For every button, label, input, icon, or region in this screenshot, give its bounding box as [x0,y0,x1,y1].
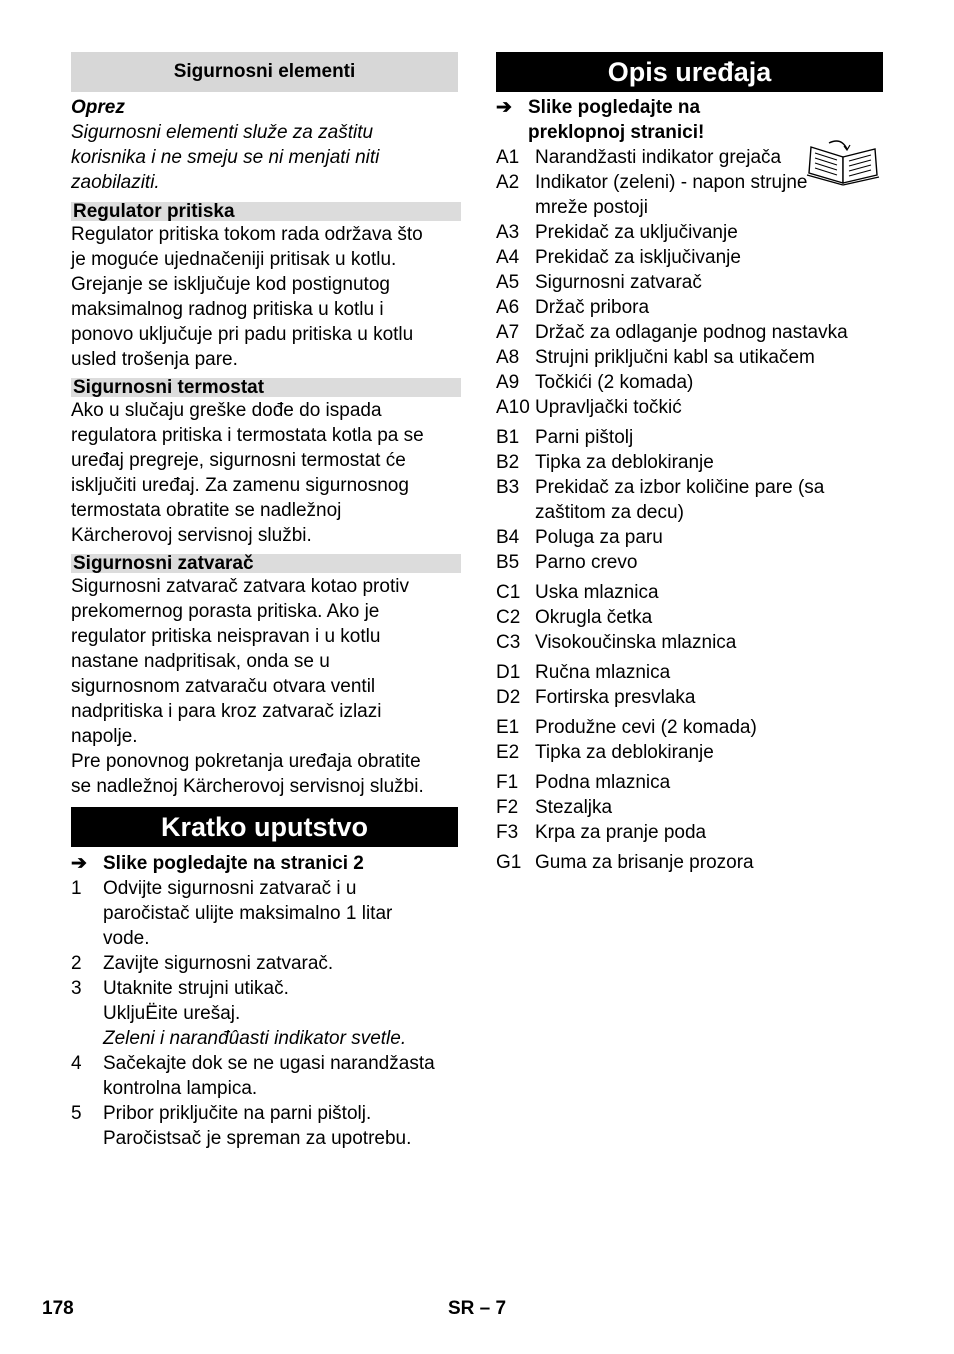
step-line: Sačekajte dok se ne ugasi narandžasta [103,1053,435,1074]
safety-elements-heading: Sigurnosni elementi [71,52,458,92]
text-line: korisnika i ne smeju se ni menjati niti [71,147,380,168]
part-label-line: Okrugla četka [535,607,653,628]
safety-cap-text [71,574,458,799]
part-label-line: Uska mlaznica [535,582,659,603]
text-line: preklopnoj stranici! [528,122,705,143]
part-label [535,820,883,845]
text-line: Kärcherovoj servisnoj službi. [71,525,312,546]
text-line: Pre ponovnog pokretanja uređaja obratite [71,751,421,772]
part-item [496,820,883,845]
part-label-line: zaštitom za decu) [535,502,684,523]
part-item [496,550,883,575]
part-label [535,425,883,450]
part-label-line: Prekidač za uključivanje [535,222,738,243]
part-label-line: Držač za odlaganje podnog nastavka [535,322,848,343]
text-line: Slike pogledajte na [528,97,701,118]
text-line: usled trošenja pare. [71,349,238,370]
safety-thermostat-heading: Sigurnosni termostat [71,378,461,397]
caution-label: Oprez [71,97,125,118]
quick-guide-steps [71,876,458,1151]
part-label-line: Produžne cevi (2 komada) [535,717,757,738]
part-label [535,685,883,710]
step-text [103,951,458,976]
part-label-line: Strujni priključni kabl sa utikačem [535,347,815,368]
part-code: C1 [496,582,521,603]
part-code: E2 [496,742,520,763]
part-label [535,580,883,605]
part-label [535,740,883,765]
quick-guide-reference [71,851,458,876]
section-label: SR – 7 [448,1298,507,1319]
part-code: A3 [496,222,520,243]
step-item [71,876,458,951]
text-line: je moguće ujednačeniji pritisak u kotlu. [71,249,397,270]
step-line: vode. [103,928,150,949]
part-item [496,525,883,550]
step-line: kontrolna lampica. [103,1078,258,1099]
part-label-line: Tipka za deblokiranje [535,452,714,473]
part-code: A5 [496,272,520,293]
part-item [496,795,883,820]
part-label-line: Fortirska presvlaka [535,687,696,708]
part-label [535,660,883,685]
part-label-line: Točkići (2 komada) [535,372,694,393]
part-label [535,795,883,820]
part-label-line: Upravljački točkić [535,397,682,418]
part-label [535,715,883,740]
part-item [496,450,883,475]
part-label-line: Narandžasti indikator grejača [535,147,782,168]
part-label [535,345,883,370]
part-item [496,605,883,630]
part-code: F2 [496,797,519,818]
part-item [496,850,883,875]
part-code: D2 [496,687,521,708]
step-result-line: Zeleni i naranđûasti indikator svetle. [103,1028,407,1049]
device-reference-text [528,95,704,145]
part-code: A10 [496,397,530,418]
part-label [535,245,883,270]
part-label-line: Sigurnosni zatvarač [535,272,702,293]
step-number: 5 [71,1103,82,1124]
text-line: nastane nadpritisak, onda se u [71,651,330,672]
part-item [496,220,883,245]
part-code: A4 [496,247,520,268]
part-label [535,850,883,875]
step-text [103,1051,458,1101]
step-number: 1 [71,878,82,899]
text-line: Sigurnosni elementi služe za zaštitu [71,122,374,143]
device-parts-list [496,145,883,875]
part-code: A9 [496,372,520,393]
step-number: 3 [71,978,82,999]
arrow-right-icon: ➔ [496,97,512,118]
part-code: E1 [496,717,520,738]
step-text [103,976,458,1051]
text-line: uređaj pregreje, sigurnosni termostat će [71,450,406,471]
step-line: paročistač ulijte maksimalno 1 litar [103,903,393,924]
part-label-line: Poluga za paru [535,527,663,548]
part-code: G1 [496,852,522,873]
text-line: Sigurnosni zatvarač zatvara kotao protiv [71,576,409,597]
text-line: prekomernog porasta pritiska. Ako je [71,601,380,622]
part-label [535,475,883,525]
part-label-line: Ručna mlaznica [535,662,671,683]
part-item [496,370,883,395]
part-label [535,770,883,795]
step-line: Pribor priključite na parni pištolj. [103,1103,372,1124]
step-number: 4 [71,1053,82,1074]
caution-text [71,120,458,195]
part-label [535,550,883,575]
part-label-line: Indikator (zeleni) - napon strujne [535,172,808,193]
text-line: nadpritiska i para kroz zatvarač izlazi [71,701,382,722]
step-text [103,876,458,951]
text-line: maksimalnog radnog pritiska u kotlu i [71,299,384,320]
part-code: B4 [496,527,520,548]
text-line: Ako u slučaju greške dođe do ispada [71,400,382,421]
part-label-line: Krpa za pranje poda [535,822,707,843]
step-item [71,976,458,1051]
part-label [535,630,883,655]
part-code: F1 [496,772,519,793]
part-label [535,395,883,420]
text-line: Grejanje se isključuje kod postignutog [71,274,390,295]
part-label [535,295,883,320]
part-label-line: Podna mlaznica [535,772,671,793]
part-item [496,270,883,295]
part-code: A7 [496,322,520,343]
part-code: A1 [496,147,520,168]
part-label-line: Guma za brisanje prozora [535,852,754,873]
text-line: sigurnosnom zatvaraču otvara ventil [71,676,376,697]
safety-cap-heading: Sigurnosni zatvarač [71,554,461,573]
part-code: B5 [496,552,520,573]
part-label [535,370,883,395]
part-item [496,770,883,795]
part-code: B2 [496,452,520,473]
part-item [496,425,883,450]
part-label-line: Stezaljka [535,797,613,818]
step-line: Utaknite strujni utikač. [103,978,289,999]
part-item [496,245,883,270]
part-item [496,475,883,525]
part-item [496,295,883,320]
step-item [71,951,458,976]
part-item [496,715,883,740]
text-line: regulatora pritiska i termostata kotla pa se [71,425,424,446]
part-label-line: Prekidač za izbor količine pare (sa [535,477,825,498]
quick-guide-reference-text: Slike pogledajte na stranici 2 [103,853,364,874]
step-item [71,1101,458,1151]
part-label [535,270,883,295]
step-line: Zavijte sigurnosni zatvarač. [103,953,334,974]
part-item [496,685,883,710]
part-code: B1 [496,427,520,448]
part-label [535,220,883,245]
safety-thermostat-text [71,398,458,548]
quick-guide-heading: Kratko uputstvo [71,807,458,847]
part-item [496,580,883,605]
part-code: A6 [496,297,520,318]
text-line: Regulator pritiska tokom rada održava što [71,224,423,245]
part-label [535,605,883,630]
text-line: se nadležnoj Kärcherovoj servisnoj službi. [71,776,424,797]
arrow-right-icon: ➔ [71,853,87,874]
text-line: isključiti uređaj. Za zamenu sigurnosnog [71,475,409,496]
left-column [71,52,458,1151]
step-text [103,1101,458,1151]
step-line: Paročistsač je spreman za upotrebu. [103,1128,412,1149]
part-item [496,630,883,655]
right-column [496,52,883,875]
part-label-line: mreže postoji [535,197,648,218]
part-code: B3 [496,477,520,498]
text-line: regulator pritiska neispravan i u kotlu [71,626,381,647]
part-label [535,320,883,345]
pressure-regulator-text [71,222,458,372]
text-line: napolje. [71,726,138,747]
text-line: zaobilaziti. [71,172,160,193]
part-label-line: Prekidač za isključivanje [535,247,741,268]
text-line: termostata obratite se nadležnoj [71,500,342,521]
part-code: A8 [496,347,520,368]
step-item [71,1051,458,1101]
part-label-line: Parno crevo [535,552,638,573]
pressure-regulator-heading: Regulator pritiska [71,202,461,221]
part-label [535,525,883,550]
step-line: UkljuËite urešaj. [103,1003,241,1024]
part-label [535,450,883,475]
page-number: 178 [42,1298,74,1319]
part-code: A2 [496,172,520,193]
part-item [496,740,883,765]
part-label-line: Držač pribora [535,297,650,318]
open-book-icon [803,139,883,191]
part-label-line: Parni pištolj [535,427,634,448]
part-code: F3 [496,822,519,843]
step-line: Odvijte sigurnosni zatvarač i u [103,878,357,899]
part-label-line: Tipka za deblokiranje [535,742,714,763]
text-line: ponovo uključuje pri padu pritiska u kotlu [71,324,414,345]
part-item [496,395,883,420]
part-item [496,345,883,370]
part-code: C3 [496,632,521,653]
part-code: D1 [496,662,521,683]
part-code: C2 [496,607,521,628]
part-item [496,660,883,685]
device-description-heading: Opis uređaja [496,52,883,92]
device-reference [496,95,883,145]
part-label-line: Visokoučinska mlaznica [535,632,737,653]
part-item [496,320,883,345]
step-number: 2 [71,953,82,974]
